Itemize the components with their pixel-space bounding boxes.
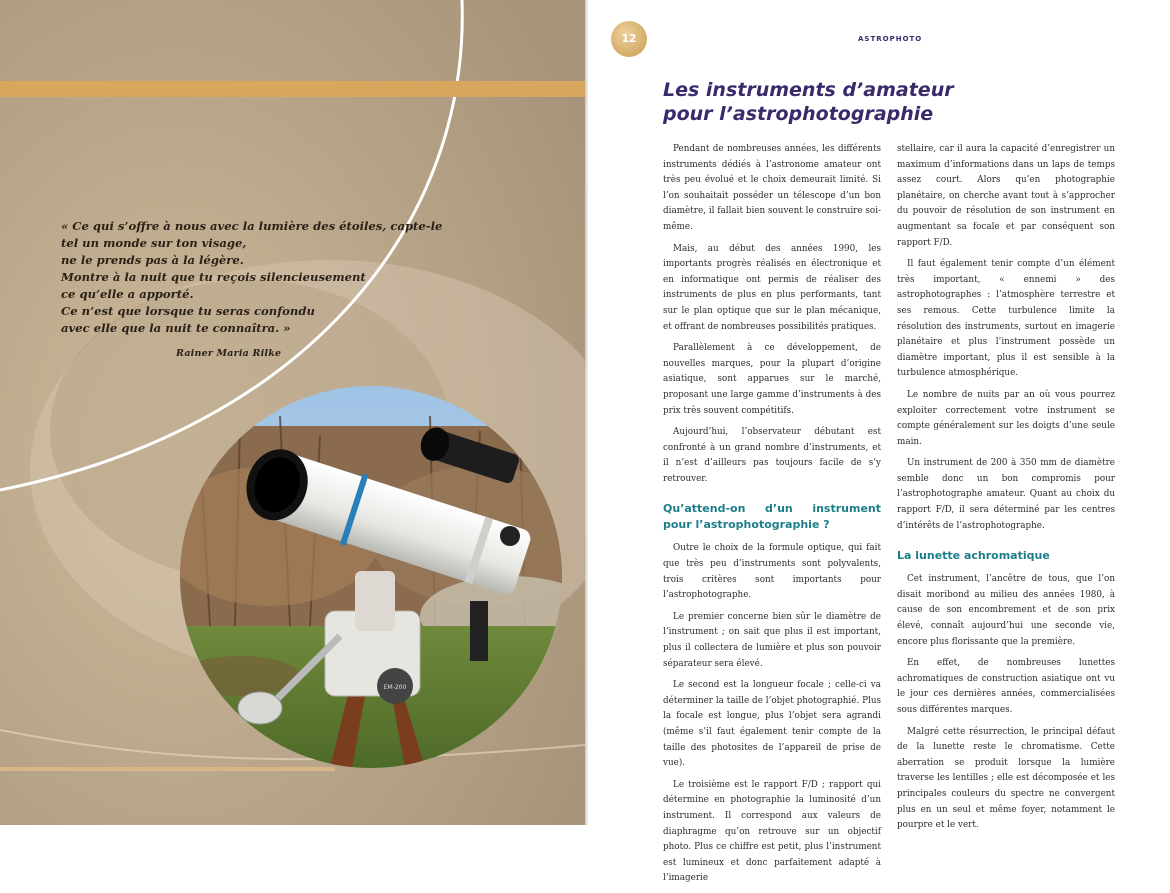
paragraph: Pendant de nombreuses années, les différents instruments dédiés à l’astronome amateur ont très peu évolué et le choix demeurait limité. Si l’on souhaitait posséder un télescope d’un bon diamètre, il fallait bien souvent le construire soi-même. <box>663 144 881 232</box>
title-line: pour l’astrophotographie <box>663 103 934 125</box>
paragraph: Le second est la longueur focale ; celle-ci va déterminer la taille de l’objet photographié. Plus la focale est longue, plus l’objet sera agrandi (même s’il faut également tenir compte de la taille des photosites de l’appareil de prise de vue). <box>663 680 881 769</box>
article-title <box>663 78 954 126</box>
paragraph: Le premier concerne bien sûr le diamètre de l’instrument ; on sait que plus il est important, plus il collectera de lumière et plus son pouvoir séparateur sera élevé. <box>663 611 881 669</box>
paragraph: Cet instrument, l’ancêtre de tous, que l’on disait moribond au milieu des années 1980, à cause de son encombrement et de son prix élevé, connaît aujourd’hui une seconde vie, encore plus florissante que la première. <box>897 574 1115 647</box>
telescope-photo <box>180 386 562 768</box>
left-page <box>0 0 585 825</box>
paragraph: Parallèlement à ce développement, de nouvelles marques, pour la plupart d’origine asiatique, sont apparues sur le marché, proposant une large gamme d’instruments à des prix très souvent compétitifs. <box>663 343 881 416</box>
paragraph: Il faut également tenir compte d’un élément très important, « ennemi » des astrophotographes : l’atmosphère terrestre et ses remous. Cette turbulence limite la résolution des instruments, surtout en imagerie planétaire et plus l’instrument possède un diamètre important, plus il est sensible à la turbulence atmosphérique. <box>897 259 1115 379</box>
quote-author: Rainer Maria Rilke <box>176 348 282 359</box>
quote-line: tel un monde sur ton visage, <box>61 236 247 250</box>
paragraph: Un instrument de 200 à 350 mm de diamètre semble donc un bon compromis pour l’astrophotographe amateur. Quant au choix du rapport F/D, il sera déterminé par les centres d’intérêts de l’astrophotographe. <box>897 458 1115 531</box>
page-gutter <box>585 0 588 825</box>
quote-line: ne le prends pas à la légère. <box>61 253 244 267</box>
quote-line: avec elle que la nuit te connaîtra. » <box>61 321 291 335</box>
paragraph: stellaire, car il aura la capacité d’enregistrer un maximum d’informations dans un laps de temps assez court. Alors qu’en photographie planétaire, on cherche avant tout à s’approcher du pouvoir de résolution de son instrument en augmentant sa focale et par conséquent son rapport F/D. <box>897 144 1115 248</box>
text-column-left <box>663 142 881 893</box>
mount-label: EM-200 <box>383 684 407 691</box>
paragraph: Le nombre de nuits par an où vous pourrez exploiter correctement votre instrument se compte généralement sur les doigts d’une seule main. <box>897 389 1115 447</box>
bottom-accent-rule <box>0 767 335 771</box>
quote-line: « Ce qui s’offre à nous avec la lumière des étoiles, capte-le <box>61 219 443 233</box>
paragraph: Aujourd’hui, l’observateur débutant est confronté à un grand nombre d’instruments, et il n’est d’ailleurs pas toujours facile de s’y retrouver. <box>663 427 881 484</box>
paragraph: Mais, au début des années 1990, les importants progrès réalisés en électronique et en informatique ont permis de réaliser des instruments de plus en plus performants, tant sur le plan optique que sur le plan mécanique, et offrant de nombreuses possibilités pratiques. <box>663 243 881 332</box>
paragraph: Malgré cette résurrection, le principal défaut de la lunette reste le chromatisme. Cette aberration se produit lorsque la lumière traverse les lentilles ; elle est décomposée et les principales couleurs du spectre ne convergent plus en un seul et même foyer, notamment le pourpre et le vert. <box>897 726 1115 831</box>
quote-line: Ce n’est que lorsque tu seras confondu <box>61 304 315 318</box>
epigraph-quote <box>61 218 443 337</box>
page-number-badge: 12 <box>611 21 647 57</box>
paragraph: Outre le choix de la formule optique, qui fait que très peu d’instruments sont polyvalents, trois critères sont importants pour l’astrophotographe. <box>663 543 881 601</box>
section-heading: La lunette achromatique <box>897 549 1050 563</box>
top-accent-band <box>0 81 585 97</box>
quote-line: Montre à la nuit que tu reçois silencieusement <box>61 270 366 284</box>
running-head: ASTROPHOTO <box>858 35 923 43</box>
quote-line: ce qu’elle a apporté. <box>61 287 194 301</box>
paragraph: Le troisième est le rapport F/D ; rapport qui détermine en photographie la luminosité d’un instrument. Il correspond aux valeurs de diaphragme qu’on retrouve sur un objectif photo. Plus ce chiffre est petit, plus l’instrument est lumineux et donc parfaitement adapté à l’imagerie <box>663 779 881 884</box>
title-line: Les instruments d’amateur <box>663 79 954 101</box>
section-heading: Qu’attend-on d’un instrument pour l’astrophotographie ? <box>663 502 881 532</box>
text-column-right <box>897 142 1115 840</box>
paragraph: En effet, de nombreuses lunettes achromatiques de construction asiatique ont vu le jour ces dernières années, commercialisées sous différentes marques. <box>897 658 1115 715</box>
